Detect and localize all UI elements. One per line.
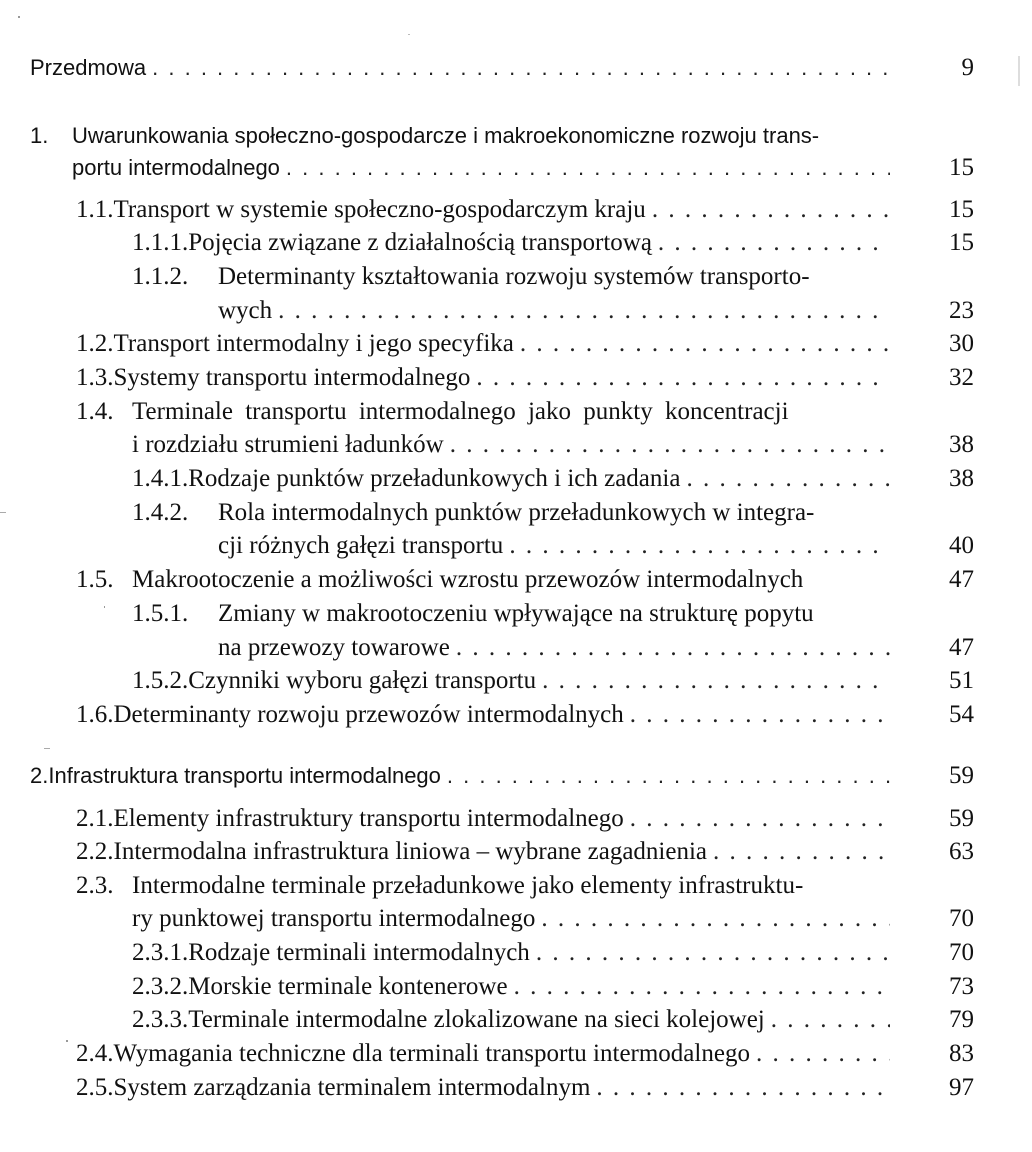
- entry-number: 2.3.2.: [132, 973, 189, 1000]
- entry-title: Elementy infrastruktury transportu intermodalnego: [113, 805, 624, 832]
- page-number: 59: [949, 805, 974, 832]
- entry-number: 1.3.: [76, 364, 114, 391]
- scan-speck: [104, 606, 105, 608]
- page-number: 47: [949, 634, 974, 661]
- page-number: 15: [949, 154, 974, 181]
- page-number: 79: [949, 1006, 974, 1033]
- entry-number: 2.3.: [76, 872, 114, 899]
- page-number: 38: [949, 431, 974, 458]
- entry-title-continued: i rozdziału strumieni ładunków: [132, 431, 444, 458]
- entry-title: Intermodalne terminale przeładunkowe jako elementy infrastruktu-: [132, 872, 804, 899]
- entry-title-continued: ry punktowej transportu intermodalnego: [132, 905, 536, 932]
- entry-number: 1.1.2.: [132, 263, 189, 290]
- entry-title-continued: cji różnych gałęzi transportu: [218, 532, 504, 559]
- entry-title: Zmiany w makrootoczeniu wpływające na strukturę popytu: [218, 600, 814, 627]
- entry-number: 1.5.2.: [132, 667, 189, 694]
- page-number: 32: [949, 364, 974, 391]
- page-number: 40: [949, 532, 974, 559]
- scan-speck: [44, 748, 50, 749]
- entry-number: 2.4.: [76, 1040, 114, 1067]
- page-number: 23: [949, 297, 974, 324]
- entry-number: 1.: [30, 123, 49, 148]
- entry-number: 1.1.: [76, 196, 114, 223]
- entry-title: Przedmowa: [30, 55, 147, 80]
- entry-number: 1.1.1.: [132, 229, 189, 256]
- entry-title: Terminale intermodalne zlokalizowane na sieci kolejowej: [188, 1006, 765, 1033]
- page-number: 97: [949, 1074, 974, 1101]
- page-number: 54: [949, 701, 974, 728]
- page-number: 70: [949, 905, 974, 932]
- page-number: 15: [949, 229, 974, 256]
- entry-title: Rodzaje terminali intermodalnych: [188, 939, 530, 966]
- page-number: 70: [949, 939, 974, 966]
- entry-title: Uwarunkowania społeczno-gospodarcze i makroekonomiczne rozwoju trans-: [72, 123, 820, 148]
- page-number: 59: [949, 762, 974, 789]
- scan-speck: [1018, 56, 1020, 86]
- page-number: 38: [949, 465, 974, 492]
- entry-number: 2.: [30, 763, 49, 788]
- entry-number: 1.4.1.: [132, 465, 189, 492]
- entry-title-continued: wych: [218, 297, 273, 324]
- entry-number: 2.3.1.: [132, 939, 189, 966]
- entry-title: Determinanty kształtowania rozwoju systemów transporto-: [218, 263, 810, 290]
- page-number: 30: [949, 330, 974, 357]
- entry-title: Infrastruktura transportu intermodalnego: [48, 763, 441, 788]
- entry-title: Terminale transportu intermodalnego jako punkty koncentracji: [132, 398, 789, 425]
- entry-title: Determinanty rozwoju przewozów intermodalnych: [113, 701, 624, 728]
- scan-speck: [18, 16, 20, 18]
- page-number: 63: [949, 838, 974, 865]
- entry-title: Rola intermodalnych punktów przeładunkowych w integra-: [218, 499, 815, 526]
- entry-title: Czynniki wyboru gałęzi transportu: [188, 667, 537, 694]
- page-number: 9: [961, 54, 974, 81]
- entry-number: 1.4.2.: [132, 499, 189, 526]
- entry-number: 1.4.: [76, 398, 114, 425]
- entry-title: Pojęcia związane z działalnością transportową: [188, 229, 652, 256]
- entry-number: 1.6.: [76, 701, 114, 728]
- entry-title: Wymagania techniczne dla terminali transportu intermodalnego: [113, 1040, 750, 1067]
- entry-number: 1.5.1.: [132, 600, 189, 627]
- page-number: 73: [949, 973, 974, 1000]
- entry-number: 2.3.3.: [132, 1006, 189, 1033]
- entry-title: Systemy transportu intermodalnego: [113, 364, 471, 391]
- entry-number: 2.5.: [76, 1074, 114, 1101]
- entry-title: System zarządzania terminalem intermodalnym: [113, 1074, 591, 1101]
- page-number: 47: [949, 566, 974, 593]
- entry-number: 2.2.: [76, 838, 114, 865]
- entry-title: Transport w systemie społeczno-gospodarczym kraju: [113, 196, 646, 223]
- entry-title-continued: portu intermodalnego: [72, 155, 280, 180]
- entry-title: Rodzaje punktów przeładunkowych i ich zadania: [188, 465, 681, 492]
- entry-title: Transport intermodalny i jego specyfika: [113, 330, 514, 357]
- entry-number: 1.5.: [76, 566, 114, 593]
- entry-title: Intermodalna infrastruktura liniowa – wybrane zagadnienia: [113, 838, 708, 865]
- scan-speck: [408, 34, 410, 35]
- scan-speck: [66, 1040, 68, 1042]
- entry-title: Makrootoczenie a możliwości wzrostu przewozów intermodalnych: [132, 566, 804, 593]
- entry-number: 2.1.: [76, 805, 114, 832]
- entry-title: Morskie terminale kontenerowe: [188, 973, 508, 1000]
- page-number: 83: [949, 1040, 974, 1067]
- entry-number: 1.2.: [76, 330, 114, 357]
- scan-speck: [0, 512, 6, 513]
- page-number: 51: [949, 667, 974, 694]
- page-number: 15: [949, 196, 974, 223]
- entry-title-continued: na przewozy towarowe: [218, 634, 450, 661]
